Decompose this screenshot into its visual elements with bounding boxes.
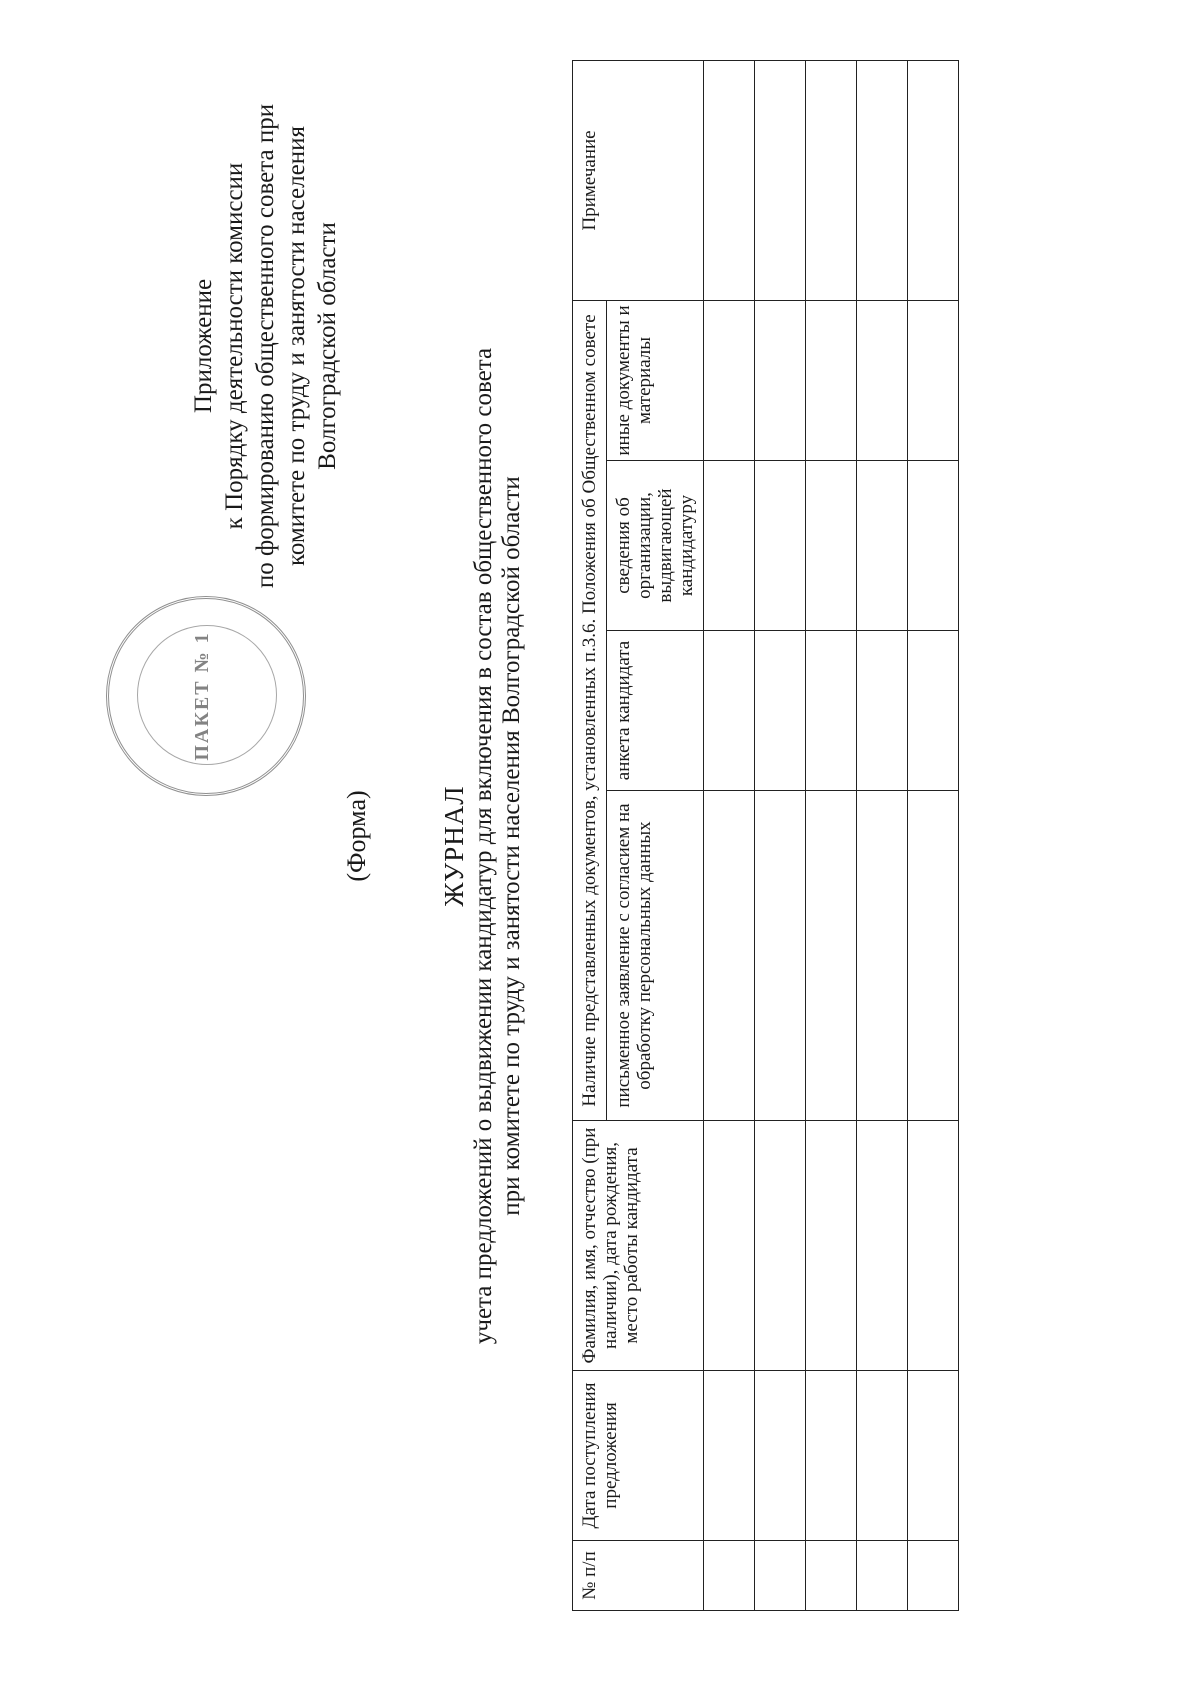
table-cell-empty — [806, 1371, 857, 1541]
table-row — [908, 60, 959, 1610]
table-cell-empty — [908, 791, 959, 1121]
table-cell-empty — [857, 60, 908, 300]
table-cell-empty — [806, 1121, 857, 1371]
table-cell-empty — [806, 631, 857, 791]
table-cell-empty — [755, 461, 806, 631]
table-cell-empty — [806, 60, 857, 300]
table-row — [806, 60, 857, 1610]
document-title — [438, 256, 526, 1436]
table-cell-empty — [704, 1541, 755, 1611]
table-cell-empty — [857, 631, 908, 791]
column-header-application: письменное заявление с согласием на обработку персональных данных — [607, 791, 704, 1121]
table-cell-empty — [755, 300, 806, 460]
table-cell-empty — [908, 1371, 959, 1541]
column-header-questionnaire: анкета кандидата — [607, 631, 704, 791]
journal-table — [572, 60, 959, 1611]
table-cell-empty — [755, 1121, 806, 1371]
table-cell-empty — [755, 1371, 806, 1541]
table-row — [704, 60, 755, 1610]
table-cell-empty — [806, 1541, 857, 1611]
table-cell-empty — [908, 1121, 959, 1371]
stamp-text: ПАКЕТ № 1 — [191, 631, 213, 761]
approval-line: Приложение — [190, 278, 217, 414]
column-header-organization: сведения об организации, выдвигающей кандидатуру — [607, 461, 704, 631]
table-cell-empty — [908, 300, 959, 460]
column-header-candidate: Фамилия, имя, отчество (при наличии), дата рождения, место работы кандидата — [573, 1121, 704, 1371]
table-cell-empty — [908, 461, 959, 631]
table-row — [755, 60, 806, 1610]
table-cell-empty — [704, 1121, 755, 1371]
column-header-other-documents: иные документы и материалы — [607, 300, 704, 460]
table-cell-empty — [704, 1371, 755, 1541]
approval-line: комитете по труду и занятости населения — [283, 126, 310, 566]
table-cell-empty — [857, 791, 908, 1121]
table-cell-empty — [806, 791, 857, 1121]
table-cell-empty — [857, 300, 908, 460]
column-header-documents-group: Наличие представленных документов, установленных п.3.6. Положения об Общественном совете — [573, 300, 607, 1120]
column-header-date: Дата поступления предложения — [573, 1371, 704, 1541]
table-cell-empty — [704, 300, 755, 460]
table-cell-empty — [857, 1541, 908, 1611]
table-cell-empty — [755, 791, 806, 1121]
official-stamp — [106, 596, 306, 796]
table-row — [857, 60, 908, 1610]
approval-line: по формированию общественного совета при — [252, 103, 279, 589]
table-cell-empty — [704, 791, 755, 1121]
approval-line: к Порядку деятельности комиссии — [221, 162, 248, 530]
table-cell-empty — [704, 461, 755, 631]
column-header-number: № п/п — [573, 1541, 704, 1611]
table-cell-empty — [857, 461, 908, 631]
table-cell-empty — [908, 1541, 959, 1611]
table-cell-empty — [755, 60, 806, 300]
table-cell-empty — [806, 300, 857, 460]
table-body — [704, 60, 959, 1610]
form-label: (Форма) — [342, 790, 371, 882]
table-cell-empty — [704, 631, 755, 791]
table-cell-empty — [704, 60, 755, 300]
table-cell-empty — [806, 461, 857, 631]
title-line-1: учета предложений о выдвижении кандидатур для включения в состав общественного совета — [470, 347, 497, 1345]
table-cell-empty — [857, 1371, 908, 1541]
title-line-2: при комитете по труду и занятости населения Волгоградской области — [498, 476, 525, 1216]
approval-block — [188, 86, 343, 606]
table-cell-empty — [755, 1541, 806, 1611]
column-header-note: Примечание — [573, 60, 704, 300]
table-cell-empty — [755, 631, 806, 791]
table-cell-empty — [857, 1121, 908, 1371]
table-cell-empty — [908, 631, 959, 791]
table-cell-empty — [908, 60, 959, 300]
title-heading: ЖУРНАЛ — [439, 785, 469, 907]
approval-line: Волгоградской области — [314, 222, 341, 470]
